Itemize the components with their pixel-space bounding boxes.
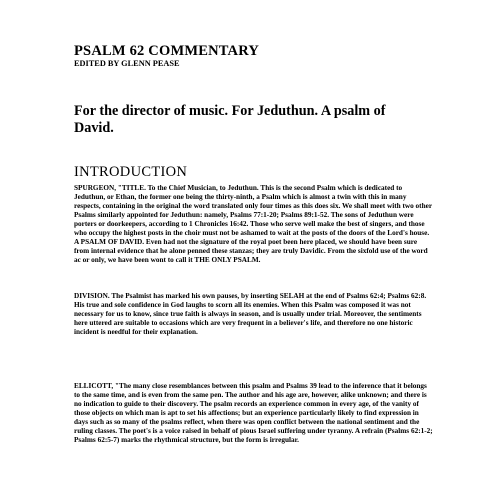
document-editor-line: EDITED BY GLENN PEASE bbox=[74, 59, 180, 68]
psalm-superscription: For the director of music. For Jeduthun. A psalm of David. bbox=[74, 103, 386, 136]
paragraph-spurgeon-title: SPURGEON, "TITLE. To the Chief Musician, to Jeduthun. This is the second Psalm which is dedicated to Jeduthun, or Ethan, the former one being the thirty-ninth, a Psalm which is almost a twin with this in many respects, containing in the original the word translated only four times as this does six. We shall meet with two other Psalms similarly appointed for Jeduthun: namely, Psalms 77:1-20; Psalms 89:1-52. The sons of Jeduthun were porters or doorkeepers, according to 1 Chronicles 16:42. Those who serve well make the best of singers, and those who occupy the highest posts in the choir must not be ashamed to wait at the posts of the doors of the Lord's house. A PSALM OF DAVID. Even had not the signature of the royal poet been here placed, we should have been sure from internal evidence that he alone penned these stanzas; they are truly Davidic. From the sixfold use of the word ac or only, we have been wont to call it THE ONLY PSALM. bbox=[74, 184, 432, 265]
section-heading-introduction: INTRODUCTION bbox=[74, 164, 188, 180]
paragraph-division: DIVISION. The Psalmist has marked his own pauses, by inserting SELAH at the end of Psalms 62:4; Psalms 62:8. His true and sole confidence in God laughs to scorn all its enemies. When this Psalm was composed it was not necessary for us to know, since true faith is always in season, and is usually under trial. Moreover, the sentiments here uttered are suitable to occasions which are very frequent in a believer's life, and therefore no one historic incident is needful for their explanation. bbox=[74, 292, 427, 337]
document-title: PSALM 62 COMMENTARY bbox=[74, 43, 260, 59]
paragraph-ellicott: ELLICOTT, "The many close resemblances between this psalm and Psalms 39 lead to the inference that it belongs to the same time, and is even from the same pen. The author and his age are, however, alike unknown; and there is no indication to guide to their discovery. The psalm records an experience common in every age, of the vanity of those objects on which man is apt to set his affections; but an experience particularly likely to find expression in days such as so many of the psalms reflect, when there was open conflict between the national sentiment and the ruling classes. The poet's is a voice raised in behalf of pious Israel suffering under tyranny. A refrain (Psalms 62:1-2; Psalms 62:5-7) marks the rhythmical structure, but the form is irregular. bbox=[74, 382, 433, 445]
